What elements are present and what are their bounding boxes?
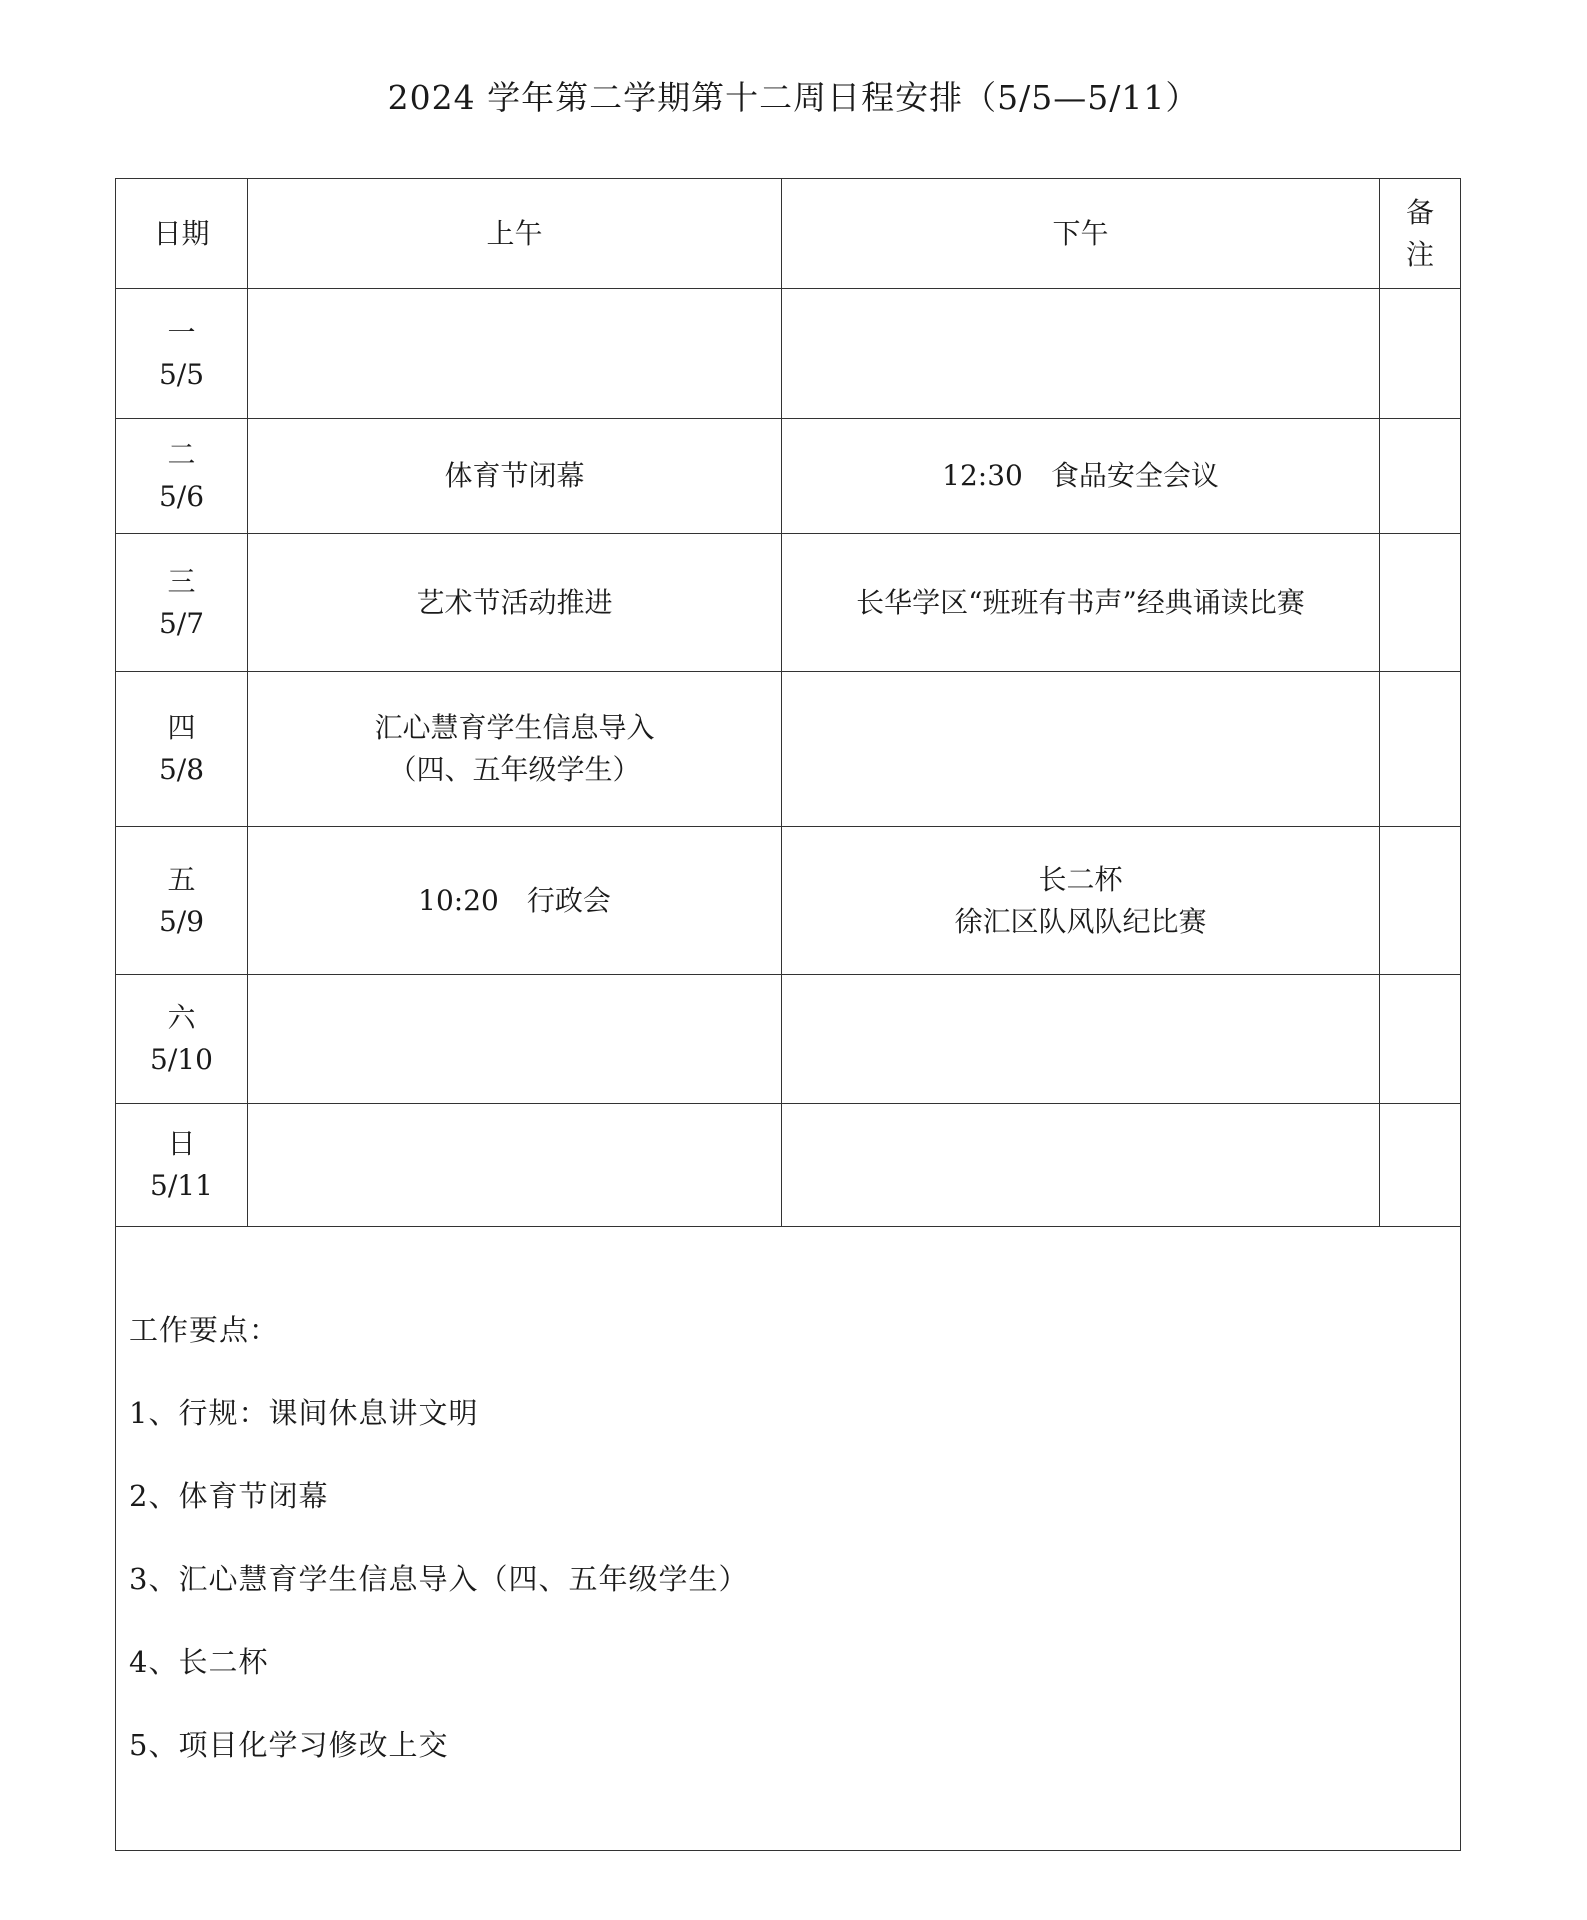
afternoon-line-1: 长华学区“班班有书声”经典诵读比赛 bbox=[856, 585, 1305, 619]
work-point-item: 5、项目化学习修改上交 bbox=[129, 1728, 449, 1762]
afternoon-cell bbox=[782, 827, 1380, 975]
header-afternoon: 下午 bbox=[782, 179, 1380, 289]
day-name: 六 bbox=[167, 1001, 196, 1034]
header-date: 日期 bbox=[116, 179, 248, 289]
morning-cell bbox=[248, 827, 782, 975]
note-cell bbox=[1380, 827, 1461, 975]
afternoon-cell bbox=[782, 975, 1380, 1104]
day-name: 三 bbox=[167, 564, 196, 598]
day-date: 5/6 bbox=[158, 480, 205, 513]
day-cell bbox=[116, 1104, 248, 1227]
work-points-heading: 工作要点： bbox=[129, 1313, 280, 1347]
note-cell bbox=[1380, 672, 1461, 827]
day-date: 5/8 bbox=[158, 753, 205, 786]
page-title: 2024 学年第二学期第十二周日程安排（5/5—5/11） bbox=[387, 78, 1200, 117]
day-name: 日 bbox=[167, 1127, 196, 1160]
morning-cell bbox=[248, 534, 782, 672]
schedule-table bbox=[115, 178, 1461, 1851]
morning-cell bbox=[248, 419, 782, 534]
header-note-line2: 注 bbox=[1405, 237, 1434, 271]
day-cell bbox=[116, 827, 248, 975]
afternoon-cell bbox=[782, 419, 1380, 534]
table-row bbox=[116, 419, 1461, 534]
header-morning: 上午 bbox=[248, 179, 782, 289]
day-date: 5/11 bbox=[150, 1169, 213, 1202]
day-cell bbox=[116, 419, 248, 534]
afternoon-line-2: 徐汇区队风队纪比赛 bbox=[954, 904, 1207, 938]
morning-line-1: 汇心慧育学生信息导入 bbox=[374, 711, 655, 744]
afternoon-line-1: 长二杯 bbox=[1038, 862, 1123, 896]
table-row bbox=[116, 672, 1461, 827]
table-row bbox=[116, 534, 1461, 672]
day-name: 一 bbox=[167, 315, 196, 349]
day-date: 5/7 bbox=[158, 606, 205, 640]
note-cell bbox=[1380, 1104, 1461, 1227]
work-point-item: 4、长二杯 bbox=[129, 1645, 269, 1679]
note-cell bbox=[1380, 534, 1461, 672]
morning-line-2: （四、五年级学生） bbox=[388, 753, 641, 786]
afternoon-cell bbox=[782, 289, 1380, 419]
work-point-item: 3、汇心慧育学生信息导入（四、五年级学生） bbox=[129, 1562, 749, 1596]
day-name: 二 bbox=[167, 438, 196, 471]
morning-line-1: 艺术节活动推进 bbox=[416, 585, 613, 619]
day-cell bbox=[116, 534, 248, 672]
table-row bbox=[116, 1104, 1461, 1227]
morning-cell bbox=[248, 672, 782, 827]
morning-cell bbox=[248, 1104, 782, 1227]
morning-line-1: 体育节闭幕 bbox=[444, 459, 585, 492]
afternoon-line-1: 12:30 食品安全会议 bbox=[942, 459, 1219, 492]
work-points bbox=[129, 1227, 1460, 1766]
summary-row bbox=[116, 1227, 1461, 1851]
summary-cell bbox=[116, 1227, 1461, 1851]
work-point-item: 2、体育节闭幕 bbox=[129, 1479, 329, 1513]
day-cell bbox=[116, 289, 248, 419]
header-note bbox=[1380, 179, 1461, 289]
table-row bbox=[116, 827, 1461, 975]
day-name: 五 bbox=[167, 862, 196, 896]
day-cell bbox=[116, 672, 248, 827]
note-cell bbox=[1380, 419, 1461, 534]
day-cell bbox=[116, 975, 248, 1104]
work-point-item: 1、行规：课间休息讲文明 bbox=[129, 1396, 479, 1430]
day-date: 5/10 bbox=[150, 1043, 213, 1076]
header-row bbox=[116, 179, 1461, 289]
day-date: 5/5 bbox=[158, 357, 205, 391]
header-note-line1: 备 bbox=[1405, 195, 1434, 229]
morning-cell bbox=[248, 975, 782, 1104]
note-cell bbox=[1380, 289, 1461, 419]
day-date: 5/9 bbox=[158, 904, 205, 938]
day-name: 四 bbox=[167, 711, 196, 744]
table-row bbox=[116, 975, 1461, 1104]
morning-cell bbox=[248, 289, 782, 419]
afternoon-cell bbox=[782, 672, 1380, 827]
table-row bbox=[116, 289, 1461, 419]
note-cell bbox=[1380, 975, 1461, 1104]
afternoon-cell bbox=[782, 1104, 1380, 1227]
morning-line-1: 10:20 行政会 bbox=[418, 883, 611, 917]
afternoon-cell bbox=[782, 534, 1380, 672]
